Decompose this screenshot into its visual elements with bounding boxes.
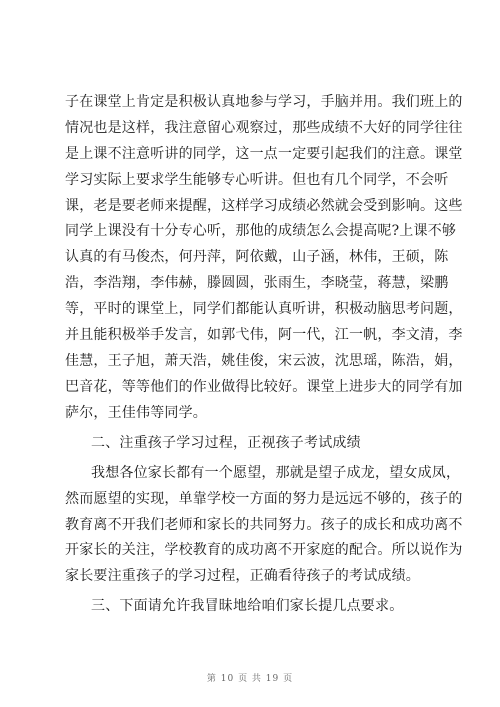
page-number: 第 10 页 共 19 页 (206, 674, 294, 684)
text-line: 教育离不开我们老师和家长的共同努力。孩子的成长和成功离不 (65, 517, 463, 533)
text-line: 浩，李浩翔，李伟赫，滕圆圆，张雨生，李晓莹，蒋慧，梁鹏 (65, 275, 449, 291)
text-line: 佳慧，王子旭，萧天浩，姚佳俊，宋云波，沈思瑶，陈浩，娟， (65, 353, 463, 369)
text-line: 我想各位家长都有一个愿望，那就是望子成龙，望女成凤， (91, 465, 461, 481)
section-heading: 三、下面请允许我冒昧地给咱们家长提几点要求。 (91, 598, 404, 614)
text-line: 并且能积极举手发言，如郭弋伟，阿一代，江一帆，李文清，李 (65, 327, 463, 343)
text-line: 学习实际上要求学生能够专心听讲。但也有几个同学，不会听 (65, 172, 449, 188)
text-line: 等，平时的课堂上，同学们都能认真听讲，积极动脑思考问题， (65, 301, 463, 317)
text-line: 同学上课没有十分专心听，那他的成绩怎么会提高呢?上课不够 (65, 223, 457, 239)
text-line: 子在课堂上肯定是积极认真地参与学习，手脑并用。我们班上的 (65, 94, 463, 110)
text-line: 家长要注重孩子的学习过程，正确看待孩子的考试成绩。 (65, 568, 420, 584)
text-line: 认真的有马俊杰，何丹萍，阿依戴，山子涵，林伟，王硕，陈 (65, 249, 449, 265)
text-line: 情况也是这样，我注意留心观察过，那些成绩不大好的同学往往 (65, 120, 463, 136)
text-line: 萨尔，王佳伟等同学。 (65, 405, 207, 421)
text-line: 是上课不注意听讲的同学，这一点一定要引起我们的注意。课堂 (65, 146, 463, 162)
text-line: 然而愿望的实现，单靠学校一方面的努力是远远不够的，孩子的 (65, 491, 463, 507)
section-heading: 二、注重孩子学习过程，正视孩子考试成绩 (91, 435, 361, 451)
text-line: 开家长的关注，学校教育的成功离不开家庭的配合。所以说作为 (65, 542, 463, 558)
text-line: 课，老是要老师来提醒，这样学习成绩必然就会受到影响。这些 (65, 198, 463, 214)
text-line: 巴音花，等等他们的作业做得比较好。课堂上进步大的同学有加 (65, 379, 463, 395)
